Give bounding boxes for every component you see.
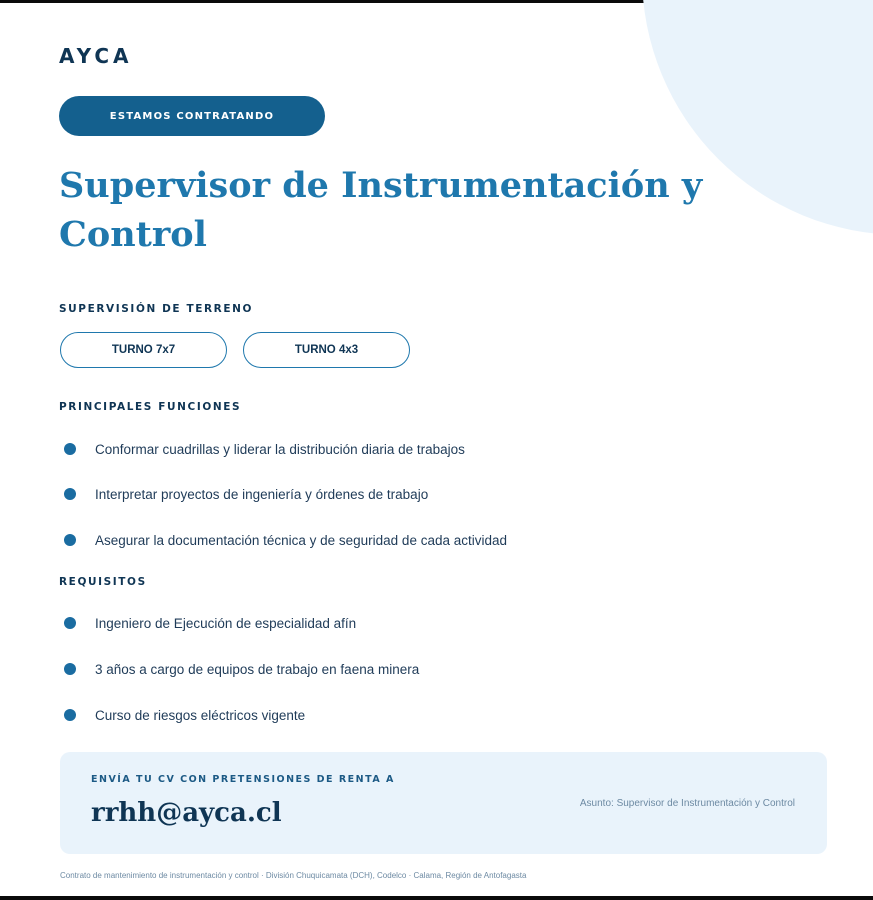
hiring-badge: ESTAMOS CONTRATANDO bbox=[59, 96, 325, 136]
shift-pill-7x7: TURNO 7x7 bbox=[60, 332, 227, 368]
bullet-icon bbox=[64, 709, 76, 721]
bottom-border bbox=[0, 896, 873, 900]
function-item bbox=[64, 439, 465, 459]
email-subject: Asunto: Supervisor de Instrumentación y Control bbox=[579, 798, 795, 809]
requirement-item bbox=[64, 613, 356, 633]
shift-pill-4x3: TURNO 4x3 bbox=[243, 332, 410, 368]
brand-logo: AYCA bbox=[59, 44, 133, 68]
section-label-supervision: SUPERVISIÓN DE TERRENO bbox=[59, 303, 254, 315]
cta-label: ENVÍA TU CV CON PRETENSIONES DE RENTA A bbox=[91, 774, 395, 785]
function-text: Asegurar la documentación técnica y de seguridad de cada actividad bbox=[95, 532, 508, 548]
requirement-text: 3 años a cargo de equipos de trabajo en faena minera bbox=[95, 661, 420, 677]
section-label-functions: PRINCIPALES FUNCIONES bbox=[59, 401, 242, 413]
job-title: Supervisor de Instrumentación y Control bbox=[59, 165, 703, 255]
requirement-item bbox=[64, 705, 305, 725]
requirement-text: Ingeniero de Ejecución de especialidad afín bbox=[95, 615, 357, 631]
contact-email[interactable]: rrhh@ayca.cl bbox=[91, 798, 282, 828]
function-item bbox=[64, 530, 507, 550]
bullet-icon bbox=[64, 443, 76, 455]
requirement-text: Curso de riesgos eléctricos vigente bbox=[95, 707, 306, 723]
requirement-item bbox=[64, 659, 419, 679]
bullet-icon bbox=[64, 663, 76, 675]
footer-note: Contrato de mantenimiento de instrumentación y control · División Chuquicamata (DCH), Codelco · Calama, Región de Antofagasta bbox=[60, 871, 527, 880]
bullet-icon bbox=[64, 534, 76, 546]
section-label-requirements: REQUISITOS bbox=[59, 576, 147, 588]
bullet-icon bbox=[64, 617, 76, 629]
cta-box bbox=[60, 752, 827, 854]
function-text: Interpretar proyectos de ingeniería y órdenes de trabajo bbox=[95, 486, 429, 502]
bullet-icon bbox=[64, 488, 76, 500]
function-item bbox=[64, 484, 428, 504]
function-text: Conformar cuadrillas y liderar la distribución diaria de trabajos bbox=[95, 441, 465, 457]
